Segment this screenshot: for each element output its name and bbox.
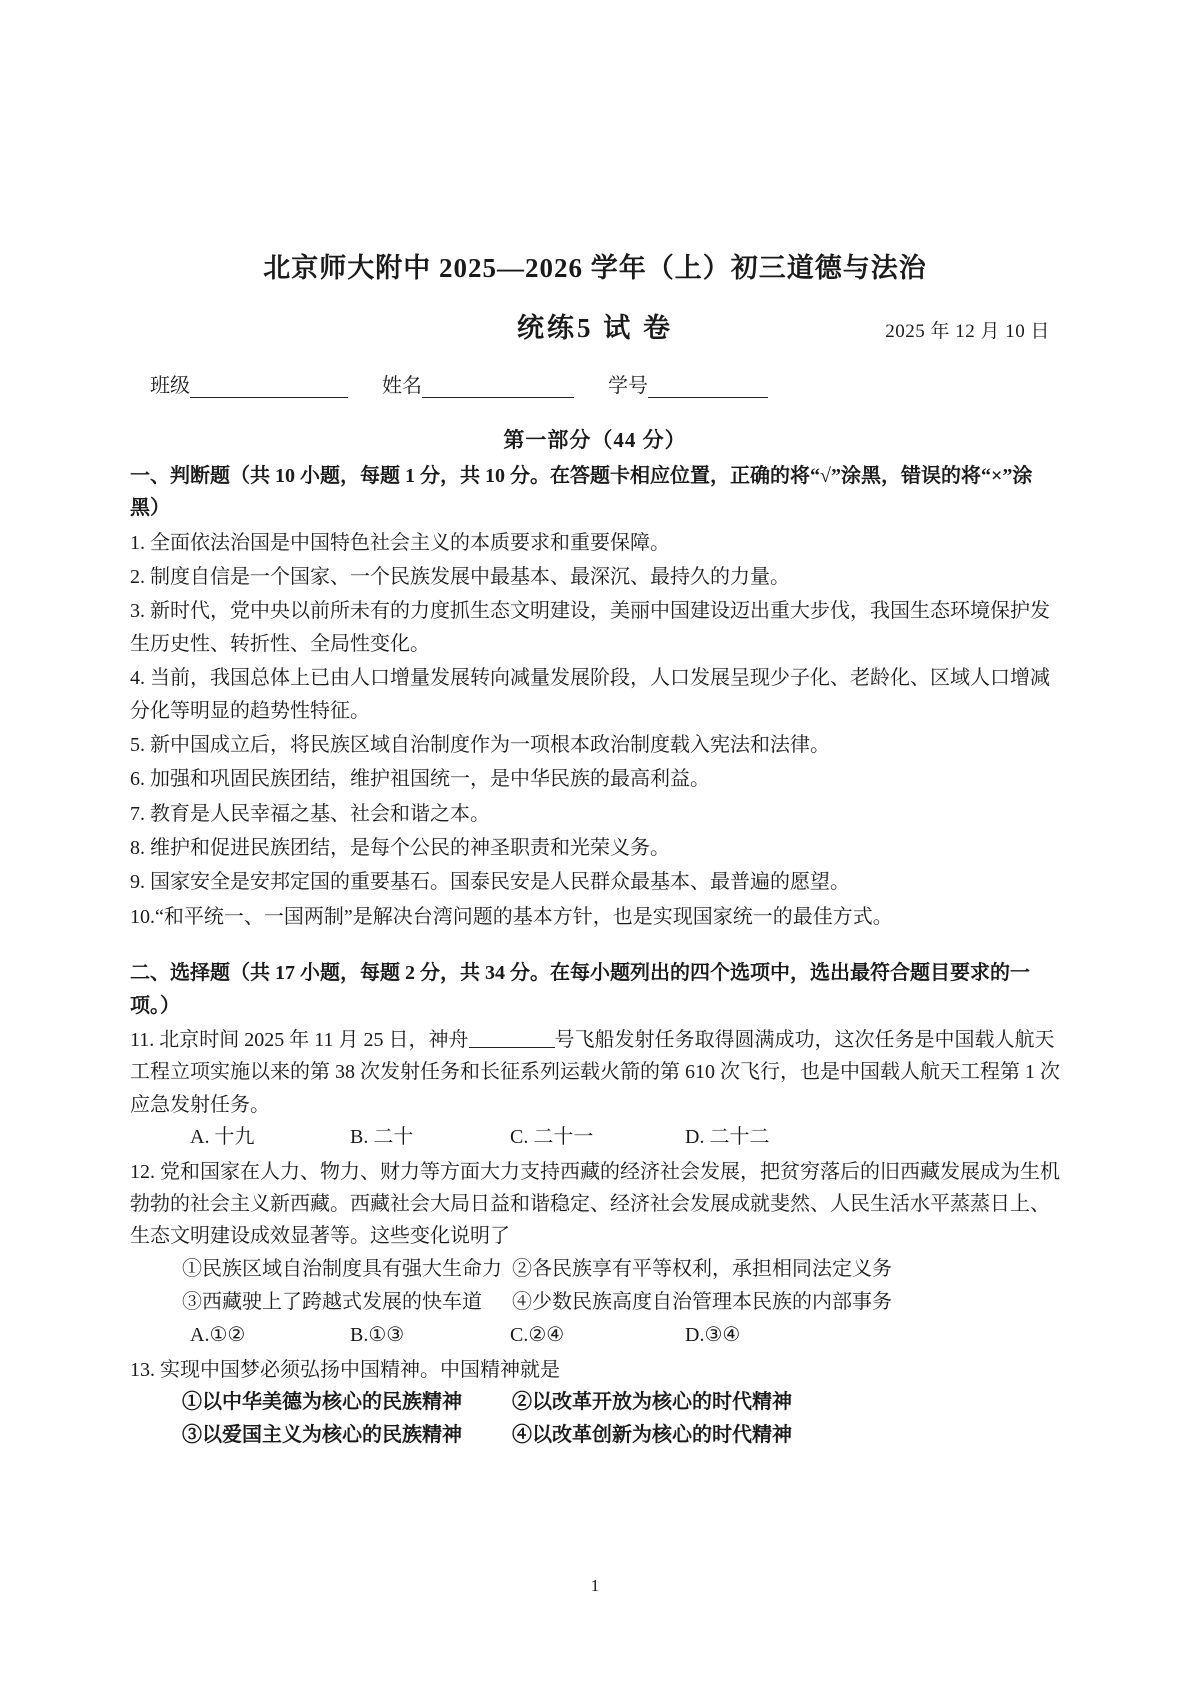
question-11-stem (130, 1024, 1060, 1121)
question-11-options (130, 1121, 1060, 1153)
judgement-item-1: 1. 全面依法治国是中国特色社会主义的本质要求和重要保障。 (130, 531, 670, 554)
question-13-statements-row-1 (130, 1386, 1060, 1419)
judgement-item-2: 2. 制度自信是一个国家、一个民族发展中最基本、最深沉、最持久的力量。 (130, 565, 790, 588)
question-12-option-b[interactable]: B.①③ (350, 1324, 405, 1347)
question-13-statement-4: ④以改革创新为核心的时代精神 (512, 1424, 792, 1447)
section-two-heading: 二、选择题（共 17 小题，每题 2 分，共 34 分。在每小题列出的四个选项中，选出最符合题目要求的一项。） (130, 962, 1030, 1017)
question-12-statement-3: ③西藏驶上了跨越式发展的快车道 (182, 1290, 482, 1313)
class-label: 班级 (150, 374, 190, 397)
page-title: 北京师大附中 2025—2026 学年（上）初三道德与法治 (263, 253, 927, 283)
question-11-stem-part-a: 11. 北京时间 2025 年 11 月 25 日，神舟 (130, 1029, 469, 1052)
question-12-option-c[interactable]: C.②④ (510, 1324, 565, 1347)
class-field (150, 369, 348, 398)
question-11-stem-part-b: 号飞船发射任务取得圆满成功，这次任务是中国载人航天工程立项实施以来的第 38 次发射任务和长征系列运载火箭的第 610 次飞行，也是中国载人航天工程第 1 次应急发射任务。 (130, 1029, 1060, 1116)
question-12-statement-2: ②各民族享有平等权利，承担相同法定义务 (512, 1257, 892, 1280)
student-id-field (608, 369, 768, 398)
question-13-statements-row-2 (130, 1419, 1060, 1452)
name-label: 姓名 (382, 374, 422, 397)
question-11-option-a[interactable]: A. 十九 (190, 1126, 255, 1149)
name-blank[interactable] (422, 377, 574, 398)
question-11-answer-blank[interactable] (469, 1029, 555, 1048)
question-13-stem: 13. 实现中国梦必须弘扬中国精神。中国精神就是 (130, 1358, 560, 1381)
judgement-item-5: 5. 新中国成立后，将民族区域自治制度作为一项根本政治制度载入宪法和法律。 (130, 733, 830, 756)
student-id-blank[interactable] (648, 377, 768, 398)
question-12-options (130, 1319, 1060, 1351)
question-12-option-d[interactable]: D.③④ (685, 1324, 741, 1347)
judgement-item-10: 10.“和平统一、一国两制”是解决台湾问题的基本方针，也是实现国家统一的最佳方式。 (130, 905, 893, 928)
judgement-item-8: 8. 维护和促进民族团结，是每个公民的神圣职责和光荣义务。 (130, 837, 670, 860)
question-11-option-b[interactable]: B. 二十 (350, 1126, 414, 1149)
judgement-item-9: 9. 国家安全是安邦定国的重要基石。国泰民安是人民群众最基本、最普遍的愿望。 (130, 871, 850, 894)
page-number: 1 (590, 1576, 600, 1595)
name-field (382, 369, 574, 398)
judgement-item-3: 3. 新时代，党中央以前所未有的力度抓生态文明建设，美丽中国建设迈出重大步伐，我国生态环境保护发生历史性、转折性、全局性变化。 (130, 600, 1050, 655)
student-id-label: 学号 (608, 374, 648, 397)
judgement-item-7: 7. 教育是人民幸福之基、社会和谐之本。 (130, 802, 490, 825)
class-blank[interactable] (190, 377, 348, 398)
question-13-statement-2: ②以改革开放为核心的时代精神 (512, 1390, 792, 1413)
question-13-statement-1: ①以中华美德为核心的民族精神 (182, 1390, 462, 1413)
spacer (130, 933, 1060, 953)
subtitle-row (130, 306, 1060, 345)
judgement-item-4: 4. 当前，我国总体上已由人口增量发展转向减量发展阶段，人口发展呈现少子化、老龄化、区域人口增减分化等明显的趋势性特征。 (130, 667, 1050, 722)
question-12-option-a[interactable]: A.①② (190, 1324, 246, 1347)
judgement-item-6: 6. 加强和巩固民族团结，维护祖国统一，是中华民族的最高利益。 (130, 768, 710, 791)
exam-date: 2025 年 12 月 10 日 (885, 320, 1050, 342)
question-12-statements-row-1 (130, 1253, 1060, 1286)
question-13-statement-3: ③以爱国主义为核心的民族精神 (182, 1424, 462, 1447)
question-12-statements-row-2 (130, 1286, 1060, 1319)
exam-subtitle: 统练5 试 卷 (517, 312, 673, 343)
question-11-option-c[interactable]: C. 二十一 (510, 1126, 594, 1149)
question-11-option-d[interactable]: D. 二十二 (685, 1126, 770, 1149)
question-12-statement-1: ①民族区域自治制度具有强大生命力 (182, 1257, 502, 1280)
part-one-heading: 第一部分（44 分） (503, 427, 687, 452)
question-12-statement-4: ④少数民族高度自治管理本民族的内部事务 (512, 1290, 892, 1313)
question-12-stem: 12. 党和国家在人力、物力、财力等方面大力支持西藏的经济社会发展，把贫穷落后的旧西藏发展成为生机勃勃的社会主义新西藏。西藏社会大局日益和谐稳定、经济社会发展成就斐然、人民生活水平蒸蒸日上、生态文明建设成效显著等。这些变化说明了 (130, 1160, 1060, 1248)
student-info-fields (130, 369, 1060, 398)
section-one-heading: 一、判断题（共 10 小题，每题 1 分，共 10 分。在答题卡相应位置，正确的将“√”涂黑，错误的将“×”涂黑） (130, 464, 1033, 520)
